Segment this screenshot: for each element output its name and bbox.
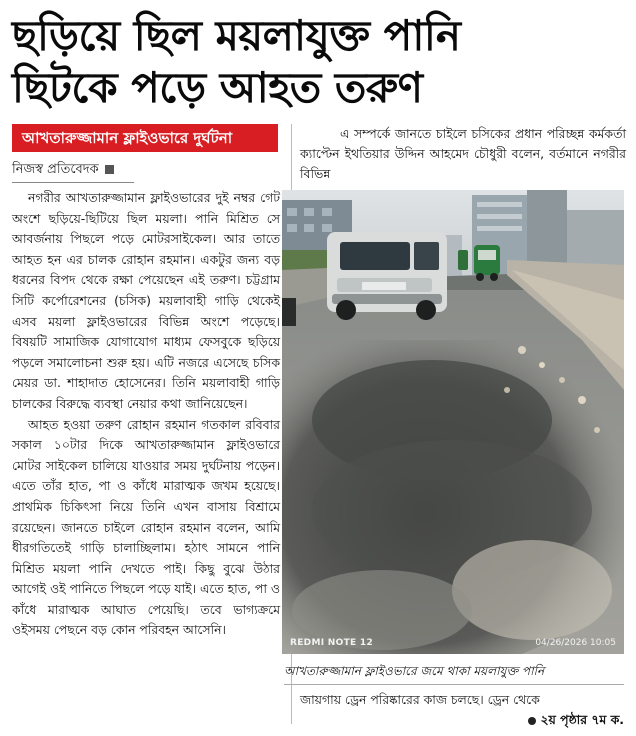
flyover-photo-illustration	[282, 190, 624, 654]
camera-watermark: REDMI NOTE 12	[290, 638, 374, 648]
continued-text: ২য় পৃষ্ঠার ৭ম ক.	[540, 712, 624, 727]
square-bullet-icon	[105, 165, 114, 174]
article-body-right-top	[300, 124, 626, 184]
headline-line-2: ছিটকে পড়ে আহত তরুণ	[12, 63, 423, 112]
byline	[12, 160, 278, 180]
paragraph-2: আহত হওয়া তরুণ রোহান রহমান গতকাল রবিবার সকাল ১০টার দিকে আখতারুজ্জামান ফ্লাইওভারে মোটর সাইকেল চালিয়ে যাওয়ার সময় দুর্ঘটনায় পড়েন। এতে তাঁর হাত, পা ও কাঁধে মারাত্মক জখম হয়েছে। প্রাথমিক চিকিৎসা নিয়ে তিনি এখন বাসায় বিশ্রামে রয়েছেন। জানতে চাইলে রোহান রহমান বলেন, আমি ধীরগতিতেই গাড়ি চালাচ্ছিলাম। হঠাৎ সামনে পানি মিশ্রিত ময়লা পানি দেখতে পাই। কিছু বুঝে উঠার আগেই ওই পানিতে পিছলে পড়ে যাই। এতে হাত, পা ও কাঁধে মারাত্মক আঘাত পেয়েছি। তবে ভাগ্যক্রমে ওইসময় পেছনে বড় কোন পরিবহন আসেনি।	[12, 416, 280, 638]
headline-line-1: ছড়িয়ে ছিল ময়লাযুক্ত পানি	[12, 11, 461, 60]
article-body-left	[12, 188, 280, 641]
byline-rule	[12, 182, 134, 183]
bullet-icon	[528, 717, 536, 725]
byline-text: নিজস্ব প্রতিবেদক	[12, 162, 99, 177]
photo-caption: আখতারুজ্জামান ফ্লাইওভারে জমে থাকা ময়লাযুক্ত পানি	[284, 664, 545, 678]
paragraph-1: নগরীর আখতারুজ্জামান ফ্লাইওভারের দুই নম্বর গেট অংশে ছড়িয়ে-ছিটিয়ে ছিল ময়লা। পানি মিশ্রিত সে আবর্জনায় পিছলে পড়ে মোটরসাইকেল। আর তাতে আহত হন এর চালক রোহান রহমান। একটুর জন্য বড় ধরনের বিপদ থেকে রক্ষা পেয়েছেন এই তরুণ। চট্টগ্রাম সিটি কর্পোরেশনের (চসিক) ময়লাবাহী গাড়ি থেকেই এসব ময়লা ফ্লাইওভারের বিভিন্ন অংশে পড়েছে। বিষয়টি সামাজিক যোগাযোগ মাধ্যম ফেসবুকে ছড়িয়ে পড়লে সমালোচনা শুরু হয়। এটি নজরে এসেছে চসিক মেয়র ডা. শাহাদাত হোসেনের। তিনি ময়লাবাহী গাড়ি চালকের বিরুদ্ধে ব্যবস্থা নেয়ার কথা জানিয়েছেন।	[12, 190, 280, 411]
news-photo	[282, 190, 624, 654]
continued-on-page	[528, 710, 624, 730]
caption-rule	[284, 684, 624, 685]
headline	[12, 10, 624, 114]
paragraph-right-top: এ সম্পর্কে জানতে চাইলে চসিকের প্রধান পরিচ্ছন্ন কর্মকর্তা ক্যাপ্টেন ইথতিয়ার উদ্দিন আহমেদ চৌধুরী বলেন, বর্তমানে নগরীর বিভিন্ন	[300, 126, 626, 181]
photo-timestamp: 04/26/2026 10:05	[535, 638, 616, 648]
kicker-banner: আখতারুজ্জামান ফ্লাইওভারে দুর্ঘটনা	[12, 124, 278, 152]
article-body-right-bottom	[300, 690, 626, 710]
paragraph-right-bottom: জায়গায় ড্রেন পরিষ্কারের কাজ চলছে। ড্রেন থেকে	[300, 692, 540, 707]
